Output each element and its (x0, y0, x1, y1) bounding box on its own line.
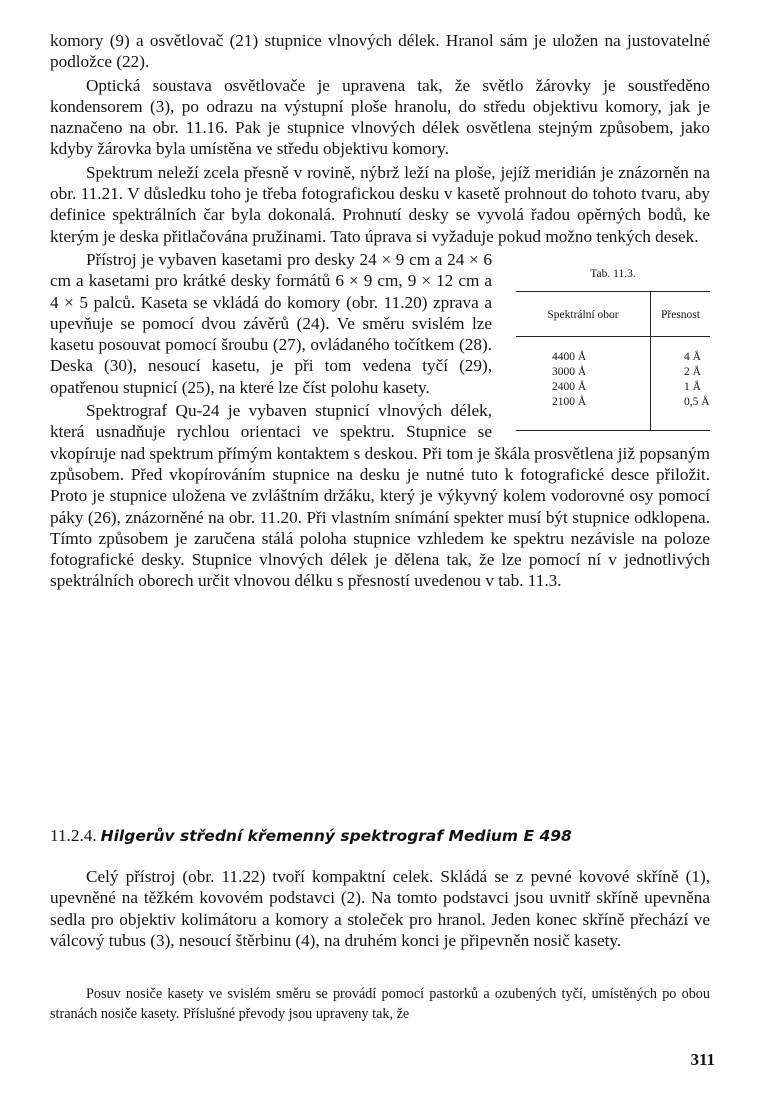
table-cell: 3000 Å (552, 365, 587, 378)
section-paragraph: Celý přístroj (obr. 11.22) tvoří kompaktní celek. Skládá se z pevné kovové skříně (1), upevněné na těžkém kovovém podstavci (2). Na tomto podstavci jsou uvnitř skříně upevněna sedla pro objektiv kolimátoru a komory a stoleček pro hranol. Jeden konec skříně přechází ve válcový tubus (3), nesoucí štěrbinu (4), na druhém konci je připevněn nosič kasety. (50, 867, 710, 950)
paragraph-5: Spektrograf Qu-24 je vybaven stupnicí vlnových délek, která usnadňuje rychlou orientaci ve spektru. Stupnice se vkopíruje nad spektrum přímým kontaktem s deskou. Při tom je škála prosvětlena již popsaným způsobem. Před vkopírováním stupnice na desku je nutné tuto k fotografické desce přiložit. Proto je stupnice uložena ve zvláštním držáku, který je výkyvný kolem vodorovné osy pomocí páky (26), znázorněné na obr. 11.20. Při vlastním snímání spekter musí být stupnice odklopena. Tímto způsobem je zaručena stálá poloha stupnice vzhledem ke spektru nezávisle na poloze fotografické desky. Stupnice vlnových délek je dělena tak, že lze pomocí ní v jednotlivých spektrálních oborech určit vlnovou délku s přesností uvedenou v tab. 11.3. (50, 401, 710, 591)
paragraph-2: Optická soustava osvětlovače je upravena tak, že světlo žárovky je soustředěno kondensorem (3), po odrazu na výstupní ploše hranolu, do středu objektivu komory, jak je naznačeno na obr. 11.16. Pak je stupnice vlnových délek osvětlena stejným způsobem, jako kdyby žárovka byla umístěna ve středu objektivu komory. (50, 75, 710, 159)
note-block (50, 984, 710, 1024)
table-block (516, 267, 710, 431)
section-number: 11.2.4. (50, 826, 97, 845)
table-caption: Tab. 11.3. (590, 267, 636, 280)
table-cell: 2 Å (684, 365, 701, 378)
table-header-divider (516, 336, 710, 337)
table-cell: 4400 Å (552, 350, 587, 363)
table-cell: 4 Å (684, 350, 701, 363)
table-cell: 2100 Å (552, 395, 587, 408)
section-body (50, 866, 710, 951)
table-header-spectral-range: Spektrální obor (547, 308, 619, 321)
table-cell: 1 Å (684, 380, 701, 393)
table-column-accuracy (684, 350, 710, 410)
paragraph-1: komory (9) a osvětlovač (21) stupnice vlnových délek. Hranol sám je uložen na justovatelné podložce (22). (50, 31, 710, 72)
table-header-accuracy: Přesnost (661, 308, 700, 321)
paragraph-4: Přístroj je vybaven kasetami pro desky 24 × 9 cm a 24 × 6 cm a kasetami pro krátké desky formátů 6 × 9 cm, 9 × 12 cm a 4 × 5 palců. Kaseta se vkládá do komory (obr. 11.20) zprava a upevňuje se pomocí dvou závěrů (24). Ve směru svislém lze kasetu posouvat pomocí šroubu (27), ovládaného točítkem (28). Deska (30), nesoucí kasetu, je při tom vedena tyčí (29), opatřenou stupnicí (25), na které lze číst polohu kasety. (50, 249, 492, 397)
table-11-3 (516, 291, 710, 431)
body-text (50, 30, 710, 592)
paragraph-3: Spektrum neleží zcela přesně v rovině, nýbrž leží na ploše, jejíž meridián je znázorněn na obr. 11.21. V důsledku toho je třeba fotografickou desku v kasetě prohnout do tohoto tvaru, aby definice spektrálních čar byla dokonalá. Prohnutí desky se vyvolá řadou opěrných bodů, ke kterým je deska přitlačována pružinami. Tato úprava si vyžaduje pokud možno tenkých desek. (50, 162, 710, 246)
table-cell: 2400 Å (552, 380, 587, 393)
note-text: Posuv nosiče kasety ve svislém směru se provádí pomocí pastorků a ozubených tyčí, umístěných po obou stranách nosiče kasety. Příslušné převody jsou upraveny tak, že (50, 986, 710, 1022)
section-heading (50, 826, 710, 846)
table-cell: 0,5 Å (684, 395, 710, 408)
table-column-spectral-range (552, 350, 586, 410)
section-title: Hilgerův střední křemenný spektrograf Medium E 498 (100, 827, 572, 845)
page-number: 311 (690, 1050, 715, 1069)
